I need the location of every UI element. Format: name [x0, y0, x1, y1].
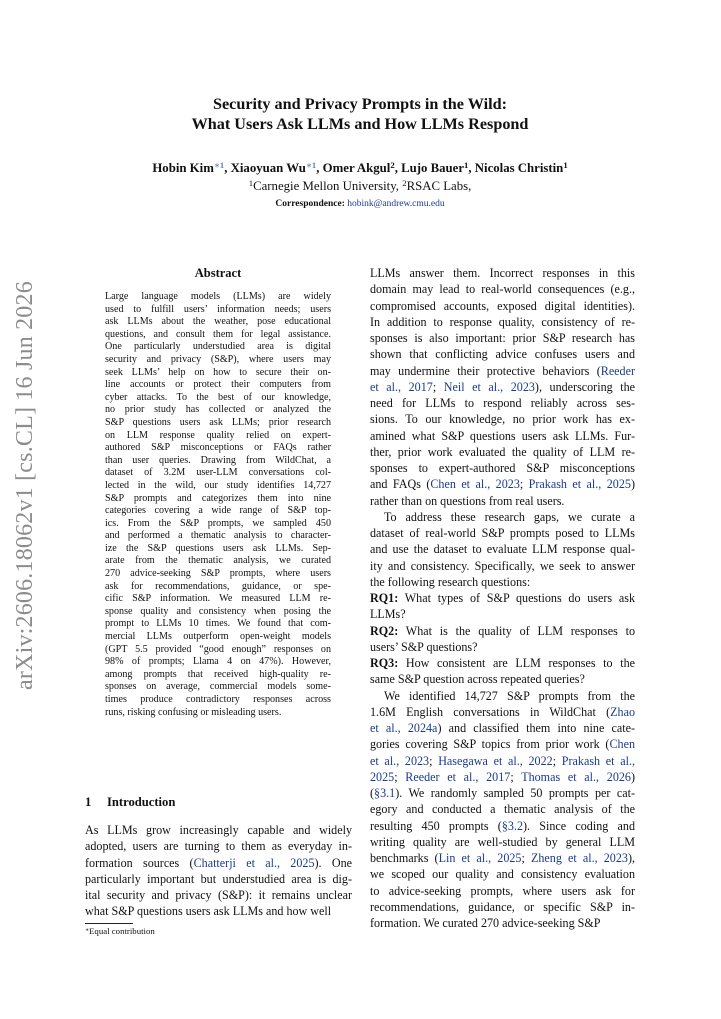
body-line [370, 298, 635, 314]
citation-link[interactable]: Reeder [600, 363, 635, 378]
citation-link[interactable]: Prakash et al., 2025 [528, 477, 631, 492]
text-run: ) and classified them into nine cate- [437, 721, 636, 735]
text-run: users’ S&P questions? [370, 639, 478, 654]
author-separator: , [394, 161, 402, 175]
text-run: benchmarks ( [370, 851, 439, 865]
correspondence-email-link[interactable]: hobink@andrew.cmu.edu [347, 199, 445, 209]
body-line [370, 883, 635, 899]
text-run: recommendations, guidance, or specific S&P in- [370, 899, 635, 914]
body-line [370, 866, 635, 882]
text-run: ), underscoring the [534, 379, 635, 394]
abstract-line: 270 advice-seeking S&P prompts, where users [105, 568, 331, 580]
section-heading-introduction [85, 795, 175, 810]
citation-link[interactable]: Zheng et al., 2023 [530, 851, 628, 865]
body-line [370, 688, 635, 704]
citation-link[interactable]: Chen [609, 737, 635, 752]
body-line [370, 834, 635, 850]
body-line [370, 460, 635, 476]
body-line [370, 915, 635, 931]
text-run: same S&P question across repeated queries? [370, 672, 585, 687]
abstract-line: times produce contradictory responses across [105, 694, 331, 705]
author-name: Omer Akgul [322, 161, 391, 175]
citation-link[interactable]: et al., 2017 [370, 379, 433, 394]
text-run: formation sources ( [85, 855, 194, 870]
text-run: what S&P questions users ask LLMs and how well [85, 904, 332, 919]
abstract-line: dataset of 3.2M user-LLM conversations col- [105, 467, 331, 479]
abstract-line: authored S&P misconceptions or FAQs rather [105, 442, 331, 454]
body-line [370, 623, 635, 639]
body-line [370, 655, 635, 671]
body-line [85, 871, 352, 887]
text-run: gories covering S&P topics from prior work ( [370, 737, 610, 752]
body-line [370, 395, 635, 411]
body-line [370, 785, 635, 801]
body-line [85, 855, 352, 871]
citation-link[interactable]: Reeder et al., 2017 [405, 769, 511, 784]
abstract-line: ize the S&P questions users ask LLMs. Sep- [105, 542, 331, 554]
affiliation-mark: 1 [248, 178, 254, 189]
citation-link[interactable]: §3.2 [501, 818, 523, 833]
abstract-line: line accounts or protect their computers from [105, 379, 331, 391]
text-run: adopted, users are turning to them as everyday in- [85, 839, 352, 854]
text-run: ; [521, 851, 531, 865]
text-run: ( [370, 786, 375, 800]
text-run: we scoped our quality and consistency evaluation [370, 867, 635, 882]
affiliations [60, 178, 660, 194]
text-run: compromised accounts, exposed digital identities). [370, 298, 635, 313]
abstract-line: than user queries. Drawing from WildChat, a [105, 454, 331, 466]
abstract-line: ics. From the S&P prompts, we sampled 450 [105, 517, 331, 529]
text-run: What is the quality of LLM responses to [398, 623, 635, 638]
text-run: ; [429, 753, 439, 768]
abstract-line: cyber attacks. To the best of our knowledge, [105, 391, 331, 403]
abstract-line: security and privacy (S&P), where users may [105, 353, 331, 365]
body-line [85, 822, 352, 838]
author-separator: , [468, 161, 475, 175]
author-name: Lujo Bauer [401, 161, 465, 175]
correspondence-line [60, 198, 660, 211]
text-run: How consistent are LLM responses to the [398, 656, 635, 670]
citation-link[interactable]: 2025 [370, 769, 395, 784]
body-line [370, 704, 635, 720]
body-line [370, 818, 635, 834]
text-run: In addition to response quality, consistency of re- [370, 314, 635, 329]
body-line [370, 493, 635, 509]
body-line [370, 509, 635, 525]
citation-link[interactable]: Neil et al., 2023 [443, 379, 535, 394]
text-run: LLMs answer them. Incorrect responses in this [370, 266, 635, 280]
text-run: ; [552, 753, 562, 768]
text-run: the following research questions: [370, 574, 531, 589]
body-line [85, 903, 352, 919]
text-run: ). One [314, 855, 352, 870]
footnote-text: Equal contribution [89, 926, 155, 936]
introduction-body-right [370, 265, 635, 931]
text-run: We identified 14,727 S&P prompts from the [384, 688, 635, 703]
body-line [370, 850, 635, 866]
author-affiliation-mark: ∗1 [305, 160, 317, 171]
text-run: ), [627, 851, 636, 865]
body-line [370, 801, 635, 817]
citation-link[interactable]: Lin et al., 2025 [438, 851, 522, 865]
arxiv-identifier-stamp: arXiv:2606.18062v1 [cs.CL] 16 Jun 2026 [12, 281, 38, 690]
text-run: dataset of real-world S&P prompts posed to LLMs [370, 526, 635, 540]
abstract-line: used to fulfill users’ information needs; users [105, 303, 331, 315]
body-line [370, 558, 635, 574]
text-run: To address these research gaps, we curate a [384, 509, 635, 524]
abstract-line: prompt to LLMs 10 times. We found that com- [105, 618, 331, 630]
abstract-line: questions, and consult them for legal assistance. [105, 328, 331, 340]
abstract-line: on LLM response quality relied on expert- [105, 429, 331, 441]
abstract-line: Large language models (LLMs) are widely [105, 291, 331, 302]
body-line [370, 590, 635, 606]
abstract-line: sponses on average, commercial models some- [105, 681, 331, 693]
text-run: resulting 450 prompts ( [370, 818, 502, 833]
author-name: Hobin Kim [152, 161, 214, 175]
text-run: What types of S&P questions do users ask [398, 591, 635, 605]
abstract-line: and performed a thematic analysis to character- [105, 530, 331, 542]
paper-title [60, 94, 660, 134]
author-affiliation-mark: ∗1 [213, 160, 225, 171]
affiliation-mark: 2 [402, 178, 407, 189]
body-line [85, 838, 352, 854]
citation-link[interactable]: §3.1 [374, 786, 396, 800]
body-line [85, 887, 352, 903]
abstract-line: (GPT 5.5 provided “good enough” responses on [105, 643, 331, 655]
body-line [370, 428, 635, 444]
body-line [370, 639, 635, 655]
abstract-line: S&P prompts and categorizes them into nine [105, 492, 331, 504]
body-line [370, 525, 635, 541]
text-run: LLMs? [370, 607, 406, 622]
abstract-line: arate from the thematic analysis, we curated [105, 555, 331, 567]
text-run: shown that conflicting advice confuses users and [370, 347, 635, 362]
text-run: ; [519, 477, 529, 492]
body-line [370, 444, 635, 460]
text-run: ; [432, 379, 444, 394]
abstract-line: lected in the wild, our study identifies 14,727 [105, 479, 331, 491]
body-line [370, 281, 635, 297]
abstract-line: mercial LLMs outperform open-weight models [105, 631, 331, 643]
citation-link[interactable]: Prakash et al., [561, 753, 635, 768]
text-run: particularly important but understudied area is dig- [85, 871, 352, 886]
research-question-label: RQ3: [370, 656, 399, 670]
body-line [370, 899, 635, 915]
abstract-line: S&P questions users ask LLMs; prior research [105, 416, 331, 428]
citation-link[interactable]: Chen et al., 2023 [430, 477, 520, 492]
citation-link[interactable]: et al., 2023 [370, 753, 430, 768]
text-run: ; [510, 769, 522, 784]
text-run: ity and consistency. Specifically, we seek to answer [370, 558, 635, 573]
text-run: may undermine their protective behaviors ( [370, 363, 601, 378]
abstract-line: runs, risking confusing or misleading users. [105, 706, 282, 718]
abstract-body [105, 291, 331, 719]
abstract-heading: Abstract [194, 266, 242, 280]
body-line [370, 379, 635, 395]
author-affiliation-mark: 1 [563, 160, 568, 171]
abstract-line: no prior study has collected or analyzed the [105, 404, 331, 416]
text-run: 1.6M English conversations in WildChat ( [370, 704, 611, 719]
abstract-line: One particularly understudied area is digital [105, 341, 331, 353]
author-separator: , [316, 161, 323, 175]
text-run: to advice-seeking prompts, where users ask for [370, 883, 635, 898]
affiliation-name: RSAC Labs, [406, 179, 472, 193]
citation-link[interactable]: Thomas et al., 2026 [521, 769, 631, 784]
correspondence-label: Correspondence: [275, 199, 345, 209]
body-line [370, 769, 635, 785]
research-question-label: RQ1: [370, 591, 399, 605]
author-affiliation-mark: 1 [464, 160, 469, 171]
affiliation-name: Carnegie Mellon University, [253, 179, 403, 193]
text-run: ) [630, 769, 635, 784]
body-line [370, 363, 635, 379]
text-run: sions. To our knowledge, no prior work has ex- [370, 412, 635, 427]
text-run: ). Since coding and [523, 818, 635, 833]
text-run: amined what S&P questions users ask LLMs. Fur- [370, 428, 635, 443]
body-line [370, 476, 635, 492]
author-name: Xiaoyuan Wu [230, 161, 306, 175]
section-number: 1 [85, 795, 92, 809]
text-run: sponses is also important: prior S&P research has [370, 331, 635, 345]
section-title: Introduction [107, 795, 176, 809]
body-line [370, 574, 635, 590]
body-line [370, 753, 635, 769]
body-line [370, 736, 635, 752]
body-line [370, 541, 635, 557]
text-run: ther, prior work evaluated the quality of LLM re- [370, 444, 635, 459]
abstract-line: cific S&P information. We measured LLM re- [105, 593, 331, 605]
text-run: domain may lead to real-world consequences (e.g., [370, 282, 635, 297]
text-run: As LLMs grow increasingly capable and widely [85, 823, 352, 837]
abstract-line: among prompts that received high-quality re- [105, 668, 331, 680]
abstract-line: 98% of prompts; Llama 4 on 47%). However, [105, 656, 331, 668]
text-run: ; [394, 769, 406, 784]
abstract-line: seek LLMs’ help on how to secure their on- [105, 366, 331, 378]
author-name: Nicolas Christin [474, 161, 564, 175]
body-line [370, 671, 635, 687]
text-run: ). We randomly sampled 50 prompts per cat- [395, 786, 635, 800]
author-affiliation-mark: 2 [390, 160, 395, 171]
footnote-mark: ∗ [85, 927, 90, 934]
introduction-body-left [85, 822, 352, 920]
abstract-line: ask LLMs about the weather, pose educational [105, 316, 331, 328]
text-run: egory and conducted a thematic analysis of the [370, 802, 635, 817]
text-run: ) [630, 477, 635, 492]
body-line [370, 411, 635, 427]
abstract-line: sponse quality and consistency when posing the [105, 605, 331, 617]
text-run: ital security and privacy (S&P): it remains unclear [85, 888, 352, 902]
title-line-1: Security and Privacy Prompts in the Wild: [212, 95, 508, 113]
text-run: sponses to expert-authored S&P misconceptions [370, 461, 635, 475]
text-run: formation. We curated 270 advice-seeking S&P [370, 916, 601, 930]
footnote [85, 925, 155, 937]
research-question-label: RQ2: [370, 623, 399, 638]
body-line [370, 606, 635, 622]
author-separator: , [224, 161, 231, 175]
footnote-rule [85, 923, 133, 924]
abstract-line: categories covering a wide range of S&P top- [105, 505, 331, 517]
citation-link[interactable]: Zhao [610, 704, 635, 719]
author-list [60, 160, 660, 176]
title-line-2: What Users Ask LLMs and How LLMs Respond [191, 115, 529, 133]
body-line [370, 330, 635, 346]
text-run: and FAQs ( [370, 477, 431, 492]
citation-link[interactable]: Chatterji et al., 2025 [193, 855, 315, 870]
body-line [370, 314, 635, 330]
body-line [370, 720, 635, 736]
text-run: rather than on questions from real users. [370, 493, 565, 508]
citation-link[interactable]: Hasegawa et al., 2022 [438, 753, 553, 768]
body-line [370, 265, 635, 281]
text-run: need for LLMs to respond reliably across ses- [370, 396, 635, 410]
text-run: and use the dataset to evaluate LLM response qual- [370, 542, 635, 557]
citation-link[interactable]: et al., 2024a [370, 721, 438, 735]
body-line [370, 346, 635, 362]
abstract-line: ask for recommendations, guidance, or spe- [105, 580, 331, 592]
text-run: writing quality are well-studied by general LLM [370, 834, 635, 849]
